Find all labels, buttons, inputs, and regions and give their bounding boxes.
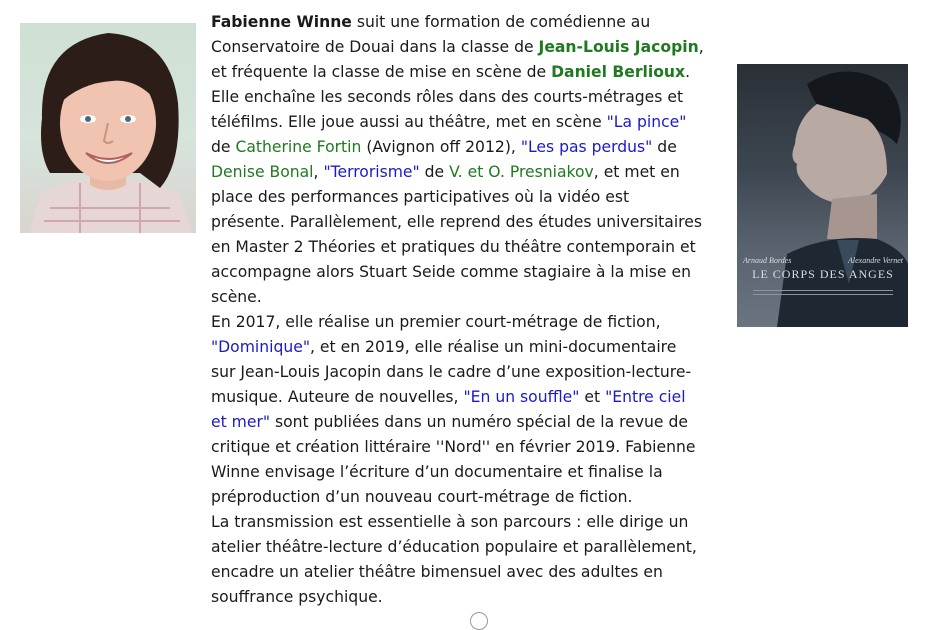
bio-text: suit une formation de comédienne au	[351, 13, 651, 31]
work-title-link[interactable]: "En un souffle"	[463, 388, 580, 406]
bio-text: de	[419, 163, 450, 181]
bio-line	[211, 560, 741, 585]
work-title-link[interactable]: "Entre ciel	[605, 388, 686, 406]
bio-text: souffrance psychique.	[211, 588, 383, 606]
poster-credits-block	[753, 290, 893, 295]
bio-text: .	[685, 63, 691, 81]
person-link[interactable]: V. et O. Presniakov	[449, 163, 594, 181]
bio-text: de	[211, 138, 236, 156]
copyright-mark	[470, 612, 488, 630]
bio-text: sont publiées dans un numéro spécial de la revue de	[270, 413, 688, 431]
bio-text: présente. Parallèlement, elle reprend des études universitaires	[211, 213, 702, 231]
bio-text: Elle enchaîne les seconds rôles dans des courts-métrages et	[211, 88, 684, 106]
bio-text: accompagne alors Stuart Seide comme stagiaire à la mise en	[211, 263, 691, 281]
bio-text: sur Jean-Louis Jacopin dans le cadre d’une exposition-lecture-	[211, 363, 692, 381]
person-name: Fabienne Winne	[211, 13, 352, 31]
person-link[interactable]: Jean-Louis Jacopin	[538, 38, 699, 56]
work-title-link[interactable]: et mer"	[211, 413, 271, 431]
bio-line	[211, 260, 741, 285]
bio-line	[211, 310, 741, 335]
bio-line	[211, 410, 741, 435]
person-link[interactable]: Catherine Fortin	[235, 138, 362, 156]
work-title-link[interactable]: "Terrorisme"	[323, 163, 420, 181]
portrait-photo	[20, 23, 196, 233]
poster-title: LE CORPS DES ANGES	[752, 267, 894, 281]
work-title-link[interactable]: "La pince"	[606, 113, 687, 131]
bio-line	[211, 110, 741, 135]
bio-line	[211, 10, 741, 35]
bio-text: téléfilms. Elle joue aussi au théâtre, met en scène	[211, 113, 607, 131]
work-title-link[interactable]: "Dominique"	[211, 338, 311, 356]
bio-line	[211, 585, 741, 610]
bio-text: ,	[313, 163, 324, 181]
bio-line	[211, 85, 741, 110]
bio-text: et fréquente la classe de mise en scène de	[211, 63, 552, 81]
bio-text: Winne envisage l’écriture d’un documentaire et finalise la	[211, 463, 663, 481]
poster-credit-right: Alexandre Vernet	[847, 256, 903, 265]
bio-text: musique. Auteure de nouvelles,	[211, 388, 464, 406]
bio-line	[211, 360, 741, 385]
bio-text: ,	[698, 38, 704, 56]
bio-line	[211, 510, 741, 535]
bio-line	[211, 135, 741, 160]
bio-text: La transmission est essentielle à son parcours : elle dirige un	[211, 513, 689, 531]
bio-text: Conservatoire de Douai dans la classe de	[211, 38, 539, 56]
bio-line	[211, 535, 741, 560]
film-poster	[737, 64, 908, 327]
bio-line	[211, 210, 741, 235]
portrait-illustration	[20, 23, 196, 233]
person-link[interactable]: Denise Bonal	[211, 163, 314, 181]
bio-text: (Avignon off 2012),	[361, 138, 521, 156]
bio-text: En 2017, elle réalise un premier court-métrage de fiction,	[211, 313, 661, 331]
bio-text: et	[579, 388, 606, 406]
bio-text: scène.	[211, 288, 262, 306]
bio-line	[211, 35, 741, 60]
bio-text: place des performances participatives où la vidéo est	[211, 188, 630, 206]
bio-text: préproduction d’un nouveau court-métrage de fiction.	[211, 488, 633, 506]
bio-text: de	[652, 138, 677, 156]
bio-text: , et met en	[593, 163, 680, 181]
bio-line	[211, 385, 741, 410]
bio-line	[211, 60, 741, 85]
biography-text	[211, 10, 741, 610]
bio-text: atelier théâtre-lecture d’éducation populaire et parallèlement,	[211, 538, 697, 556]
poster-credit-left: Arnaud Bordes	[743, 256, 792, 265]
bio-line	[211, 185, 741, 210]
work-title-link[interactable]: "Les pas perdus"	[520, 138, 653, 156]
bio-text: encadre un atelier théâtre bimensuel avec des adultes en	[211, 563, 663, 581]
bio-text: , et en 2019, elle réalise un mini-documentaire	[310, 338, 677, 356]
bio-line	[211, 160, 741, 185]
bio-line	[211, 460, 741, 485]
bio-line	[211, 335, 741, 360]
person-link[interactable]: Daniel Berlioux	[551, 63, 686, 81]
bio-line	[211, 485, 741, 510]
bio-line	[211, 285, 741, 310]
bio-text: en Master 2 Théories et pratiques du théâtre contemporain et	[211, 238, 696, 256]
bio-line	[211, 435, 741, 460]
bio-text: critique et création littéraire ''Nord'' en février 2019. Fabienne	[211, 438, 696, 456]
bio-line	[211, 235, 741, 260]
